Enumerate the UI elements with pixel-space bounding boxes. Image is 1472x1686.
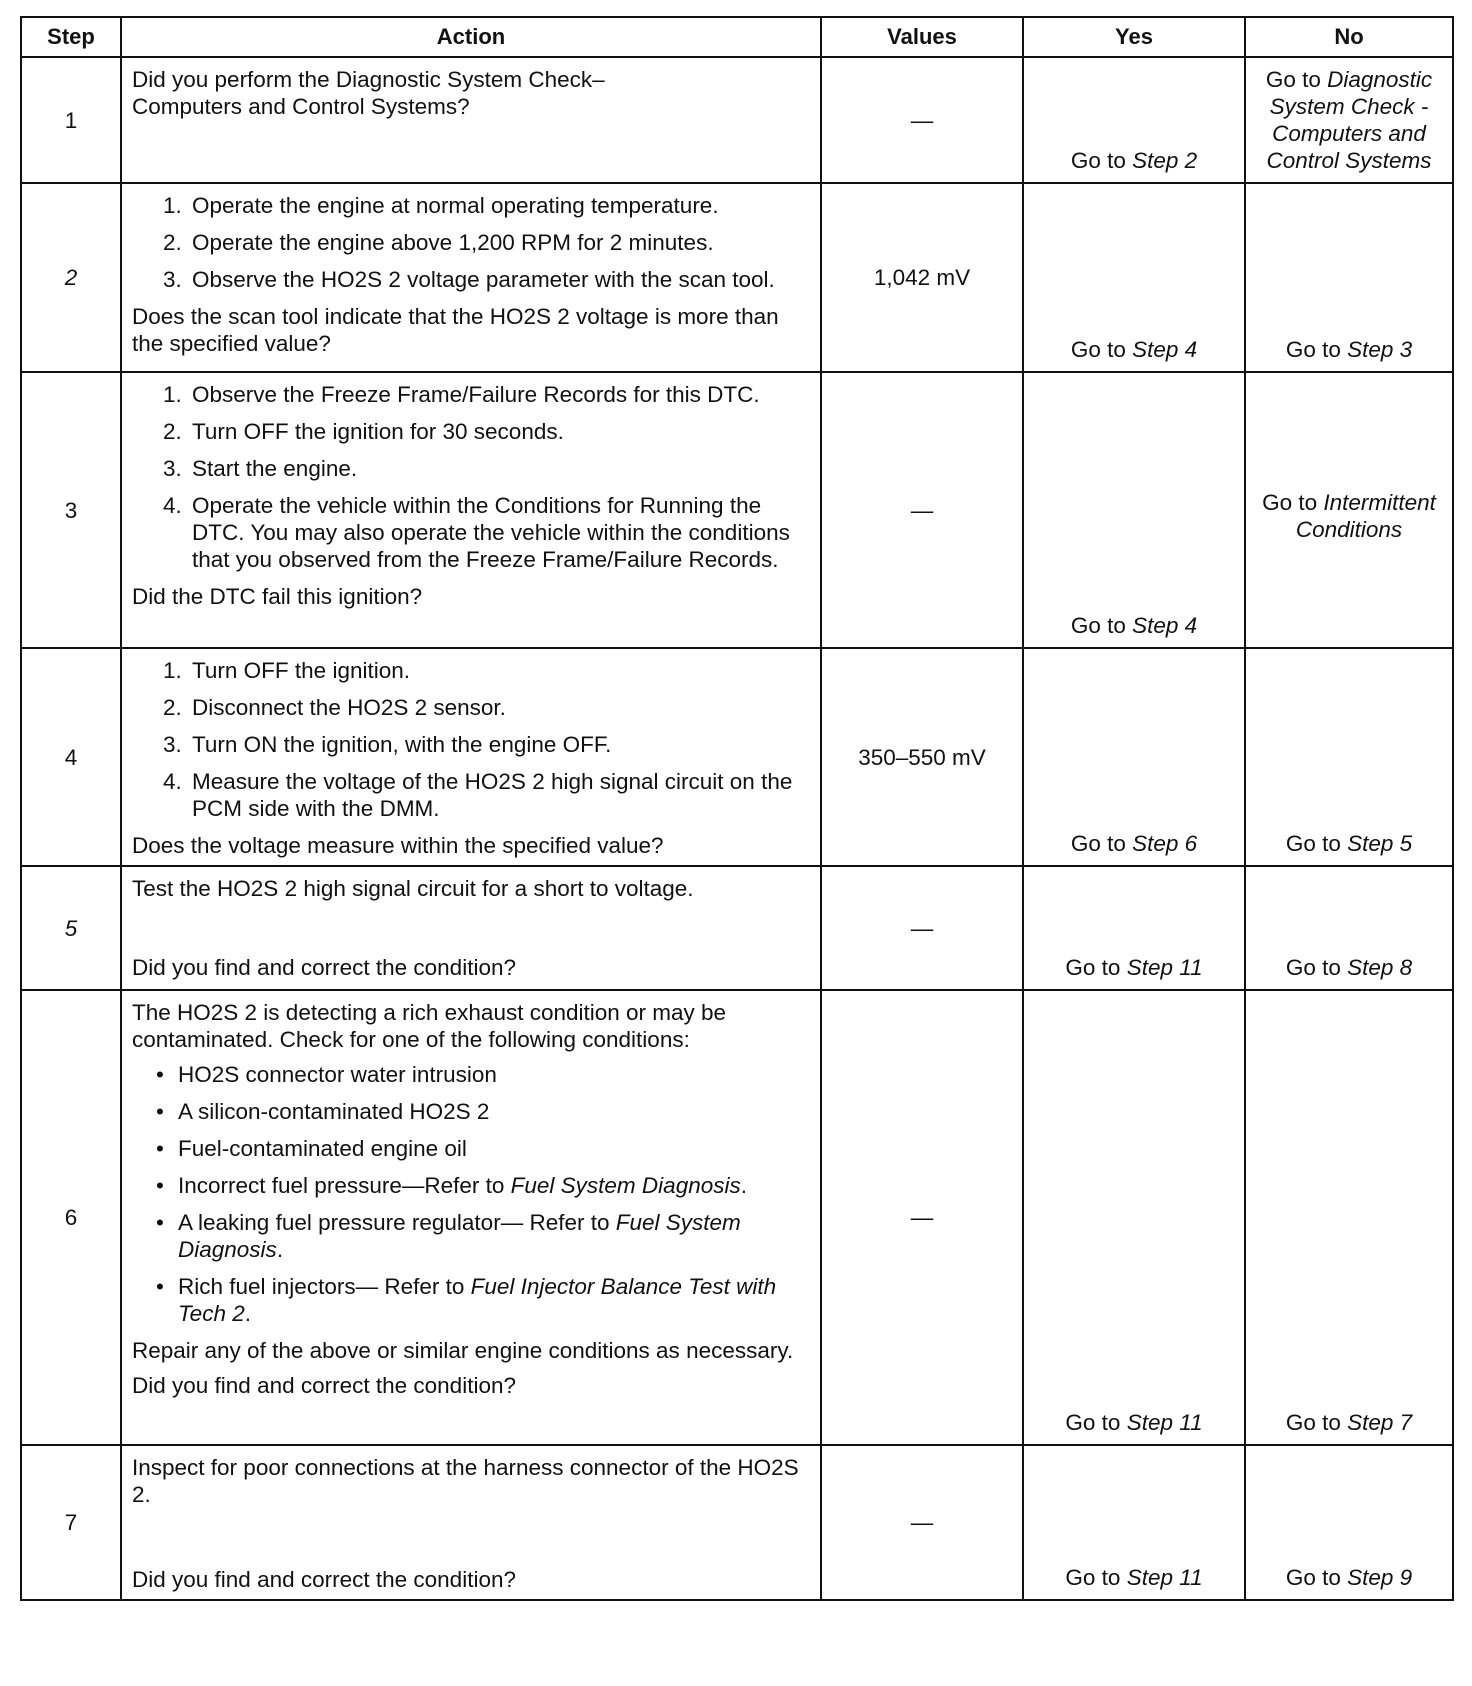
no-target-link[interactable]: Step 5 [1347, 831, 1413, 856]
action-cell [121, 183, 821, 372]
instruction-list [132, 192, 810, 293]
step-number: 7 [21, 1445, 121, 1600]
instruction-list [132, 657, 810, 822]
instruction-item: 1. Operate the engine at normal operating temperature. [188, 192, 810, 219]
action-text: Test the HO2S 2 high signal circuit for a short to voltage. [132, 876, 694, 901]
no-prefix: Go to [1285, 337, 1348, 362]
yes-target-link[interactable]: Step 11 [1126, 955, 1203, 980]
table-row [21, 57, 1453, 183]
action-cell [121, 57, 821, 183]
yes-prefix: Go to [1065, 1410, 1127, 1435]
yes-cell[interactable] [1023, 372, 1245, 648]
value-cell: 350–550 mV [821, 648, 1023, 866]
question-text: Did you find and correct the condition? [132, 1567, 516, 1592]
no-target-link[interactable]: Step 7 [1347, 1410, 1413, 1435]
repair-text: Repair any of the above or similar engine conditions as necessary. [132, 1338, 794, 1363]
instruction-item: 1. Turn OFF the ignition. [188, 657, 810, 684]
action-text: The HO2S 2 is detecting a rich exhaust condition or may be contaminated. Check for one of the following conditions: [132, 1000, 727, 1052]
step-number: 4 [21, 648, 121, 866]
instruction-item: 2. Disconnect the HO2S 2 sensor. [188, 694, 810, 721]
action-cell [121, 648, 821, 866]
no-cell[interactable] [1245, 990, 1453, 1445]
no-target-link[interactable]: Step 8 [1347, 955, 1413, 980]
yes-prefix: Go to [1065, 1565, 1127, 1590]
step-number: 1 [21, 57, 121, 183]
no-cell[interactable] [1245, 648, 1453, 866]
no-prefix: Go to [1265, 67, 1328, 92]
no-target-link[interactable]: Step 3 [1347, 337, 1413, 362]
action-cell [121, 990, 821, 1445]
question-text: Did you find and correct the condition? [132, 1373, 516, 1398]
header-action: Action [121, 17, 821, 57]
no-cell[interactable] [1245, 183, 1453, 372]
table-row [21, 866, 1453, 990]
value-cell: — [821, 57, 1023, 183]
yes-cell[interactable] [1023, 183, 1245, 372]
value-cell: — [821, 372, 1023, 648]
table-row [21, 648, 1453, 866]
yes-target-link[interactable]: Step 2 [1132, 148, 1198, 173]
yes-target-link[interactable]: Step 11 [1126, 1410, 1203, 1435]
yes-prefix: Go to [1070, 831, 1133, 856]
no-target-link[interactable]: Step 9 [1347, 1565, 1413, 1590]
yes-cell[interactable] [1023, 866, 1245, 990]
action-cell [121, 866, 821, 990]
header-values: Values [821, 17, 1023, 57]
yes-prefix: Go to [1070, 148, 1133, 173]
spacer [132, 902, 810, 954]
yes-target-link[interactable]: Step 6 [1132, 831, 1198, 856]
header-no: No [1245, 17, 1453, 57]
no-prefix: Go to [1262, 490, 1324, 515]
table-row [21, 183, 1453, 372]
yes-target-link[interactable]: Step 4 [1132, 613, 1198, 638]
question-text: Did the DTC fail this ignition? [132, 584, 423, 609]
no-prefix: Go to [1285, 1565, 1348, 1590]
instruction-list [132, 381, 810, 573]
action-text: Did you perform the Diagnostic System Check–Computers and Control Systems? [132, 67, 605, 119]
yes-cell[interactable] [1023, 990, 1245, 1445]
yes-cell[interactable] [1023, 648, 1245, 866]
instruction-item: 2. Turn OFF the ignition for 30 seconds. [188, 418, 810, 445]
value-cell: 1,042 mV [821, 183, 1023, 372]
instruction-item: 2. Operate the engine above 1,200 RPM for 2 minutes. [188, 229, 810, 256]
value-cell: — [821, 990, 1023, 1445]
table-row [21, 990, 1453, 1445]
yes-cell[interactable] [1023, 57, 1245, 183]
action-cell [121, 372, 821, 648]
yes-prefix: Go to [1070, 337, 1133, 362]
value-cell: — [821, 866, 1023, 990]
header-row [21, 17, 1453, 57]
yes-cell[interactable] [1023, 1445, 1245, 1600]
fuel-system-diagnosis-link[interactable]: Fuel System Diagnosis [178, 1210, 741, 1262]
no-cell[interactable] [1245, 866, 1453, 990]
instruction-item: 3. Start the engine. [188, 455, 810, 482]
diagnostic-table [20, 16, 1454, 1601]
spacer [132, 1508, 810, 1566]
no-prefix: Go to [1285, 1410, 1348, 1435]
condition-item: • A silicon-contaminated HO2S 2 [178, 1098, 810, 1125]
question-text: Does the voltage measure within the specified value? [132, 833, 664, 858]
step-number: 5 [21, 866, 121, 990]
action-cell [121, 1445, 821, 1600]
instruction-item: 3. Observe the HO2S 2 voltage parameter with the scan tool. [188, 266, 810, 293]
no-target-link[interactable]: Diagnostic System Check - Computers and Control Systems [1266, 67, 1433, 173]
action-text: Inspect for poor connections at the harness connector of the HO2S 2. [132, 1455, 799, 1507]
value-cell: — [821, 1445, 1023, 1600]
condition-item: • A leaking fuel pressure regulator— Refer to Fuel System Diagnosis. [178, 1209, 810, 1263]
yes-target-link[interactable]: Step 11 [1126, 1565, 1203, 1590]
fuel-system-diagnosis-link[interactable]: Fuel System Diagnosis [510, 1173, 741, 1198]
no-cell[interactable] [1245, 57, 1453, 183]
no-cell[interactable] [1245, 372, 1453, 648]
instruction-item: 4. Measure the voltage of the HO2S 2 high signal circuit on the PCM side with the DMM. [188, 768, 810, 822]
condition-item: • Fuel-contaminated engine oil [178, 1135, 810, 1162]
question-text: Did you find and correct the condition? [132, 955, 516, 980]
instruction-item: 4. Operate the vehicle within the Conditions for Running the DTC. You may also operate the vehicle within the conditions that you observed from the Freeze Frame/Failure Records. [188, 492, 810, 573]
no-prefix: Go to [1285, 831, 1348, 856]
yes-target-link[interactable]: Step 4 [1132, 337, 1198, 362]
step-number: 2 [21, 183, 121, 372]
yes-prefix: Go to [1065, 955, 1127, 980]
table-row [21, 1445, 1453, 1600]
header-yes: Yes [1023, 17, 1245, 57]
instruction-item: 1. Observe the Freeze Frame/Failure Records for this DTC. [188, 381, 810, 408]
no-cell[interactable] [1245, 1445, 1453, 1600]
yes-prefix: Go to [1070, 613, 1133, 638]
step-number: 3 [21, 372, 121, 648]
step-number: 6 [21, 990, 121, 1445]
no-target-link[interactable]: Intermittent Conditions [1295, 490, 1436, 542]
fuel-injector-balance-test-link[interactable]: Fuel Injector Balance Test with Tech 2 [178, 1274, 777, 1326]
instruction-item: 3. Turn ON the ignition, with the engine OFF. [188, 731, 810, 758]
no-prefix: Go to [1285, 955, 1348, 980]
condition-item: • Rich fuel injectors— Refer to Fuel Injector Balance Test with Tech 2. [178, 1273, 810, 1327]
question-text: Does the scan tool indicate that the HO2S 2 voltage is more than the specified value? [132, 304, 779, 356]
condition-item: • Incorrect fuel pressure—Refer to Fuel System Diagnosis. [178, 1172, 810, 1199]
header-step: Step [21, 17, 121, 57]
table-row [21, 372, 1453, 648]
condition-item: • HO2S connector water intrusion [178, 1061, 810, 1088]
condition-list [132, 1061, 810, 1327]
